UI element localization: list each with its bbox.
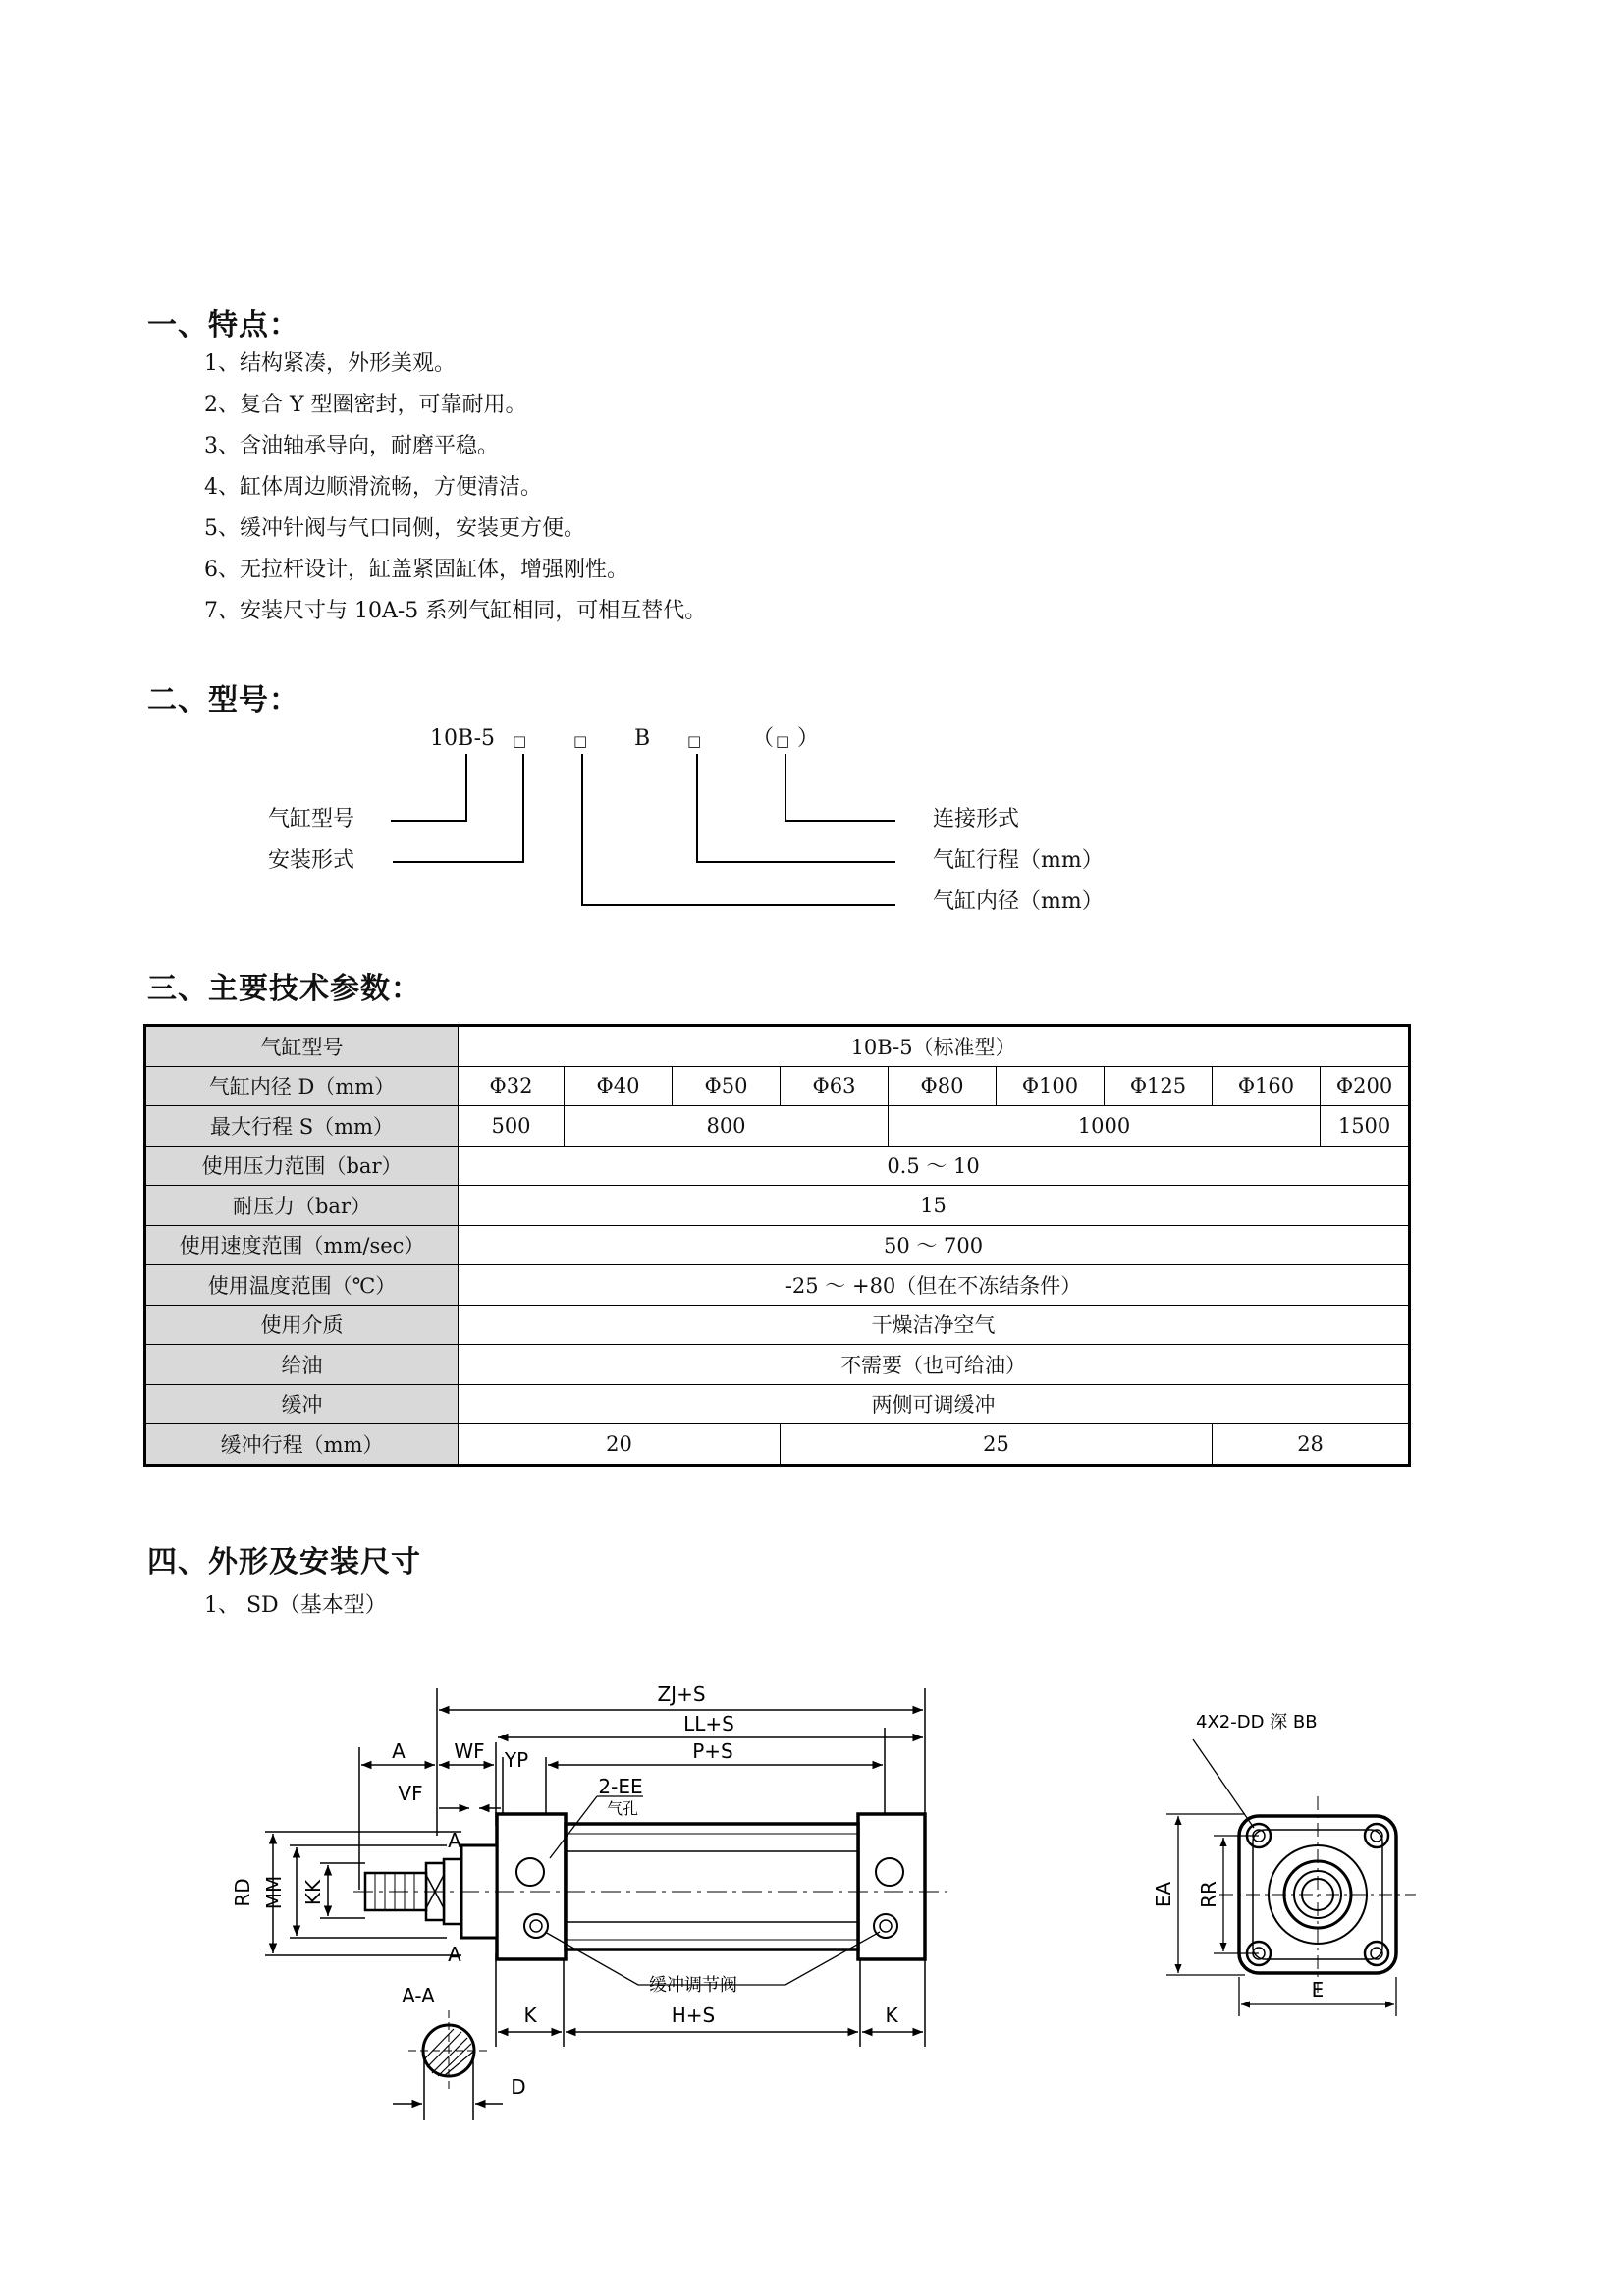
spec-cell: -25 ～ +80（但在不冻结条件） xyxy=(459,1265,1410,1306)
spec-cell: 500 xyxy=(459,1106,565,1147)
feature-item-2: 2、复合 Y 型圈密封，可靠耐用。 xyxy=(204,393,527,417)
spec-row-label: 使用介质 xyxy=(145,1305,459,1345)
section-title-model: 二、型号： xyxy=(147,683,299,718)
spec-cell: 1500 xyxy=(1321,1106,1410,1147)
label-4x2-dd: 4X2-DD 深 BB xyxy=(1196,1712,1318,1733)
dim-k-left: K xyxy=(523,2003,537,2027)
model-paren-close: ） xyxy=(797,726,820,751)
section-mark-top: A xyxy=(448,1829,461,1852)
spec-cell: 干燥洁净空气 xyxy=(459,1305,1410,1345)
spec-row-label: 给油 xyxy=(145,1345,459,1385)
spec-cell: Φ40 xyxy=(565,1066,673,1106)
dim-h-s: H+S xyxy=(671,2003,716,2027)
dim-kk: KK xyxy=(301,1879,325,1906)
feature-item-7: 7、安装尺寸与 10A-5 系列气缸相同，可相互替代。 xyxy=(204,599,707,623)
section-mark-bottom: A xyxy=(448,1943,461,1966)
spec-row-label: 最大行程 S（mm） xyxy=(145,1106,459,1147)
model-box-stroke: □ xyxy=(687,732,702,750)
label-connection-type: 连接形式 xyxy=(933,807,1020,831)
spec-cell: Φ125 xyxy=(1105,1066,1213,1106)
dim-ll-s: LL+S xyxy=(683,1712,734,1735)
spec-row-label: 耐压力（bar） xyxy=(145,1186,459,1226)
spec-cell: 28 xyxy=(1213,1424,1410,1466)
dim-ea: EA xyxy=(1152,1881,1175,1908)
section-aa-label: A-A xyxy=(402,1984,435,2007)
label-stroke: 气缸行程（mm） xyxy=(933,848,1104,873)
feature-item-5: 5、缓冲针阀与气口同侧，安装更方便。 xyxy=(204,516,585,541)
spec-cell: 25 xyxy=(781,1424,1213,1466)
spec-cell: Φ63 xyxy=(781,1066,889,1106)
label-2-ee: 2-EE xyxy=(598,1775,643,1798)
spec-row-label: 缓冲行程（mm） xyxy=(145,1424,459,1466)
spec-cell: 不需要（也可给油） xyxy=(459,1345,1410,1385)
model-prefix: 10B-5 xyxy=(430,726,495,751)
model-box-connection: □ xyxy=(776,732,790,750)
spec-row-label: 气缸型号 xyxy=(145,1026,459,1067)
section-title-features: 一、特点： xyxy=(147,308,299,343)
spec-cell: 20 xyxy=(459,1424,781,1466)
spec-cell: 15 xyxy=(459,1186,1410,1226)
dim-mm: MM xyxy=(262,1875,286,1910)
model-paren-open: （ xyxy=(752,726,775,751)
dim-p-s: P+S xyxy=(692,1739,733,1763)
spec-cell: Φ80 xyxy=(889,1066,997,1106)
dim-a: A xyxy=(392,1739,406,1763)
model-b: B xyxy=(634,726,651,751)
spec-cell: 1000 xyxy=(889,1106,1321,1147)
spec-cell: Φ200 xyxy=(1321,1066,1410,1106)
dim-rr: RR xyxy=(1197,1881,1220,1908)
feature-item-6: 6、无拉杆设计，缸盖紧固缸体，增强刚性。 xyxy=(204,558,628,582)
feature-item-1: 1、结构紧凑，外形美观。 xyxy=(204,351,456,376)
dim-k-right: K xyxy=(885,2003,898,2027)
subsection-sd-basic: 1、 SD（基本型） xyxy=(204,1593,387,1618)
spec-row-label: 使用压力范围（bar） xyxy=(145,1146,459,1186)
label-mount-type: 安装形式 xyxy=(268,848,355,873)
spec-cell: 50 ～ 700 xyxy=(459,1225,1410,1265)
spec-cell: Φ160 xyxy=(1213,1066,1321,1106)
spec-row-label: 使用温度范围（℃） xyxy=(145,1265,459,1306)
spec-cell: Φ100 xyxy=(997,1066,1105,1106)
dim-yp: YP xyxy=(504,1748,529,1772)
dim-rd: RD xyxy=(231,1878,254,1907)
spec-cell: 两侧可调缓冲 xyxy=(459,1384,1410,1424)
model-box-bore: □ xyxy=(573,732,588,750)
dim-vf: VF xyxy=(398,1782,423,1805)
label-cylinder-model: 气缸型号 xyxy=(268,807,355,831)
section-title-dims: 四、外形及安装尺寸 xyxy=(147,1545,421,1579)
feature-item-3: 3、含油轴承导向，耐磨平稳。 xyxy=(204,434,499,458)
spec-cell: Φ32 xyxy=(459,1066,565,1106)
label-cushion-valve: 缓冲调节阀 xyxy=(649,1975,737,1996)
spec-cell: 10B-5（标准型） xyxy=(459,1026,1410,1067)
dim-d: D xyxy=(511,2075,526,2099)
label-air-hole: 气孔 xyxy=(606,1799,639,1818)
spec-row-label: 使用速度范围（mm/sec） xyxy=(145,1225,459,1265)
feature-item-4: 4、缸体周边顺滑流畅，方便清洁。 xyxy=(204,475,542,500)
model-box-mount: □ xyxy=(513,732,527,750)
dim-zj-s: ZJ+S xyxy=(657,1682,706,1706)
spec-row-label: 气缸内径 D（mm） xyxy=(145,1066,459,1106)
spec-cell: 0.5 ～ 10 xyxy=(459,1146,1410,1186)
spec-row-label: 缓冲 xyxy=(145,1384,459,1424)
section-title-params: 三、主要技术参数： xyxy=(147,972,421,1006)
label-bore: 气缸内径（mm） xyxy=(933,889,1104,914)
dim-wf: WF xyxy=(454,1739,485,1763)
spec-cell: 800 xyxy=(565,1106,889,1147)
dim-e: E xyxy=(1311,1978,1325,2002)
spec-cell: Φ50 xyxy=(673,1066,781,1106)
